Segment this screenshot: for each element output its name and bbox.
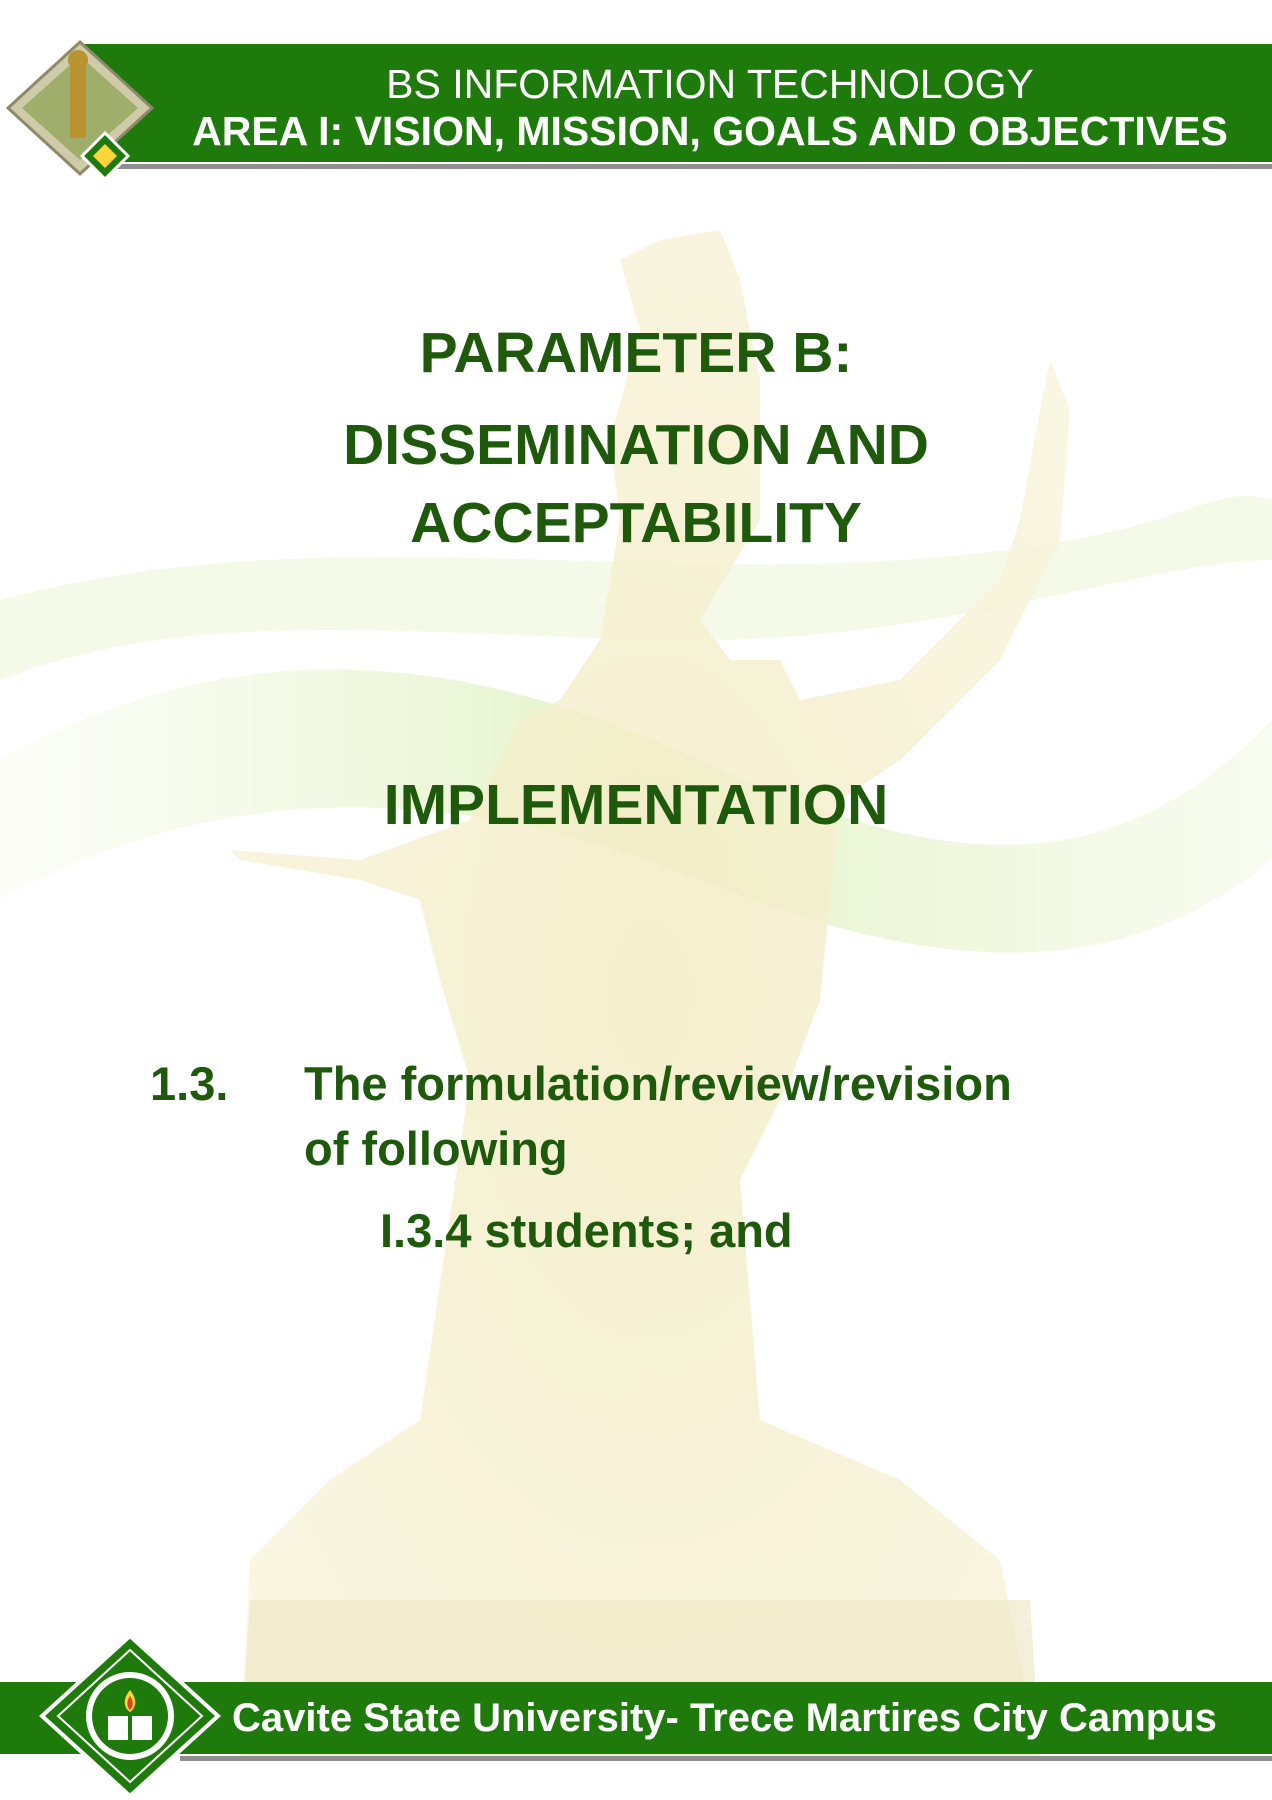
university-logo-icon [0, 38, 160, 178]
sub-item: I.3.4 students; and [380, 1204, 793, 1257]
program-title: BS INFORMATION TECHNOLOGY [386, 61, 1034, 107]
item-text-line1: The formulation/review/revision [304, 1057, 1012, 1110]
header-divider [110, 164, 1272, 169]
item-text-line2: of following [304, 1122, 568, 1175]
campus-name: Cavite State University- Trece Martires City Campus [232, 1696, 1217, 1740]
area-subtitle: AREA I: VISION, MISSION, GOALS AND OBJECTIVES [192, 108, 1228, 154]
parameter-title: PARAMETER B: [419, 321, 853, 385]
footer-divider [180, 1756, 1272, 1761]
item-number: 1.3. [150, 1057, 229, 1110]
parameter-heading-line1: DISSEMINATION AND [343, 413, 929, 477]
section-heading: IMPLEMENTATION [383, 773, 889, 837]
parameter-heading-line2: ACCEPTABILITY [410, 491, 862, 555]
university-seal-icon [38, 1632, 222, 1800]
